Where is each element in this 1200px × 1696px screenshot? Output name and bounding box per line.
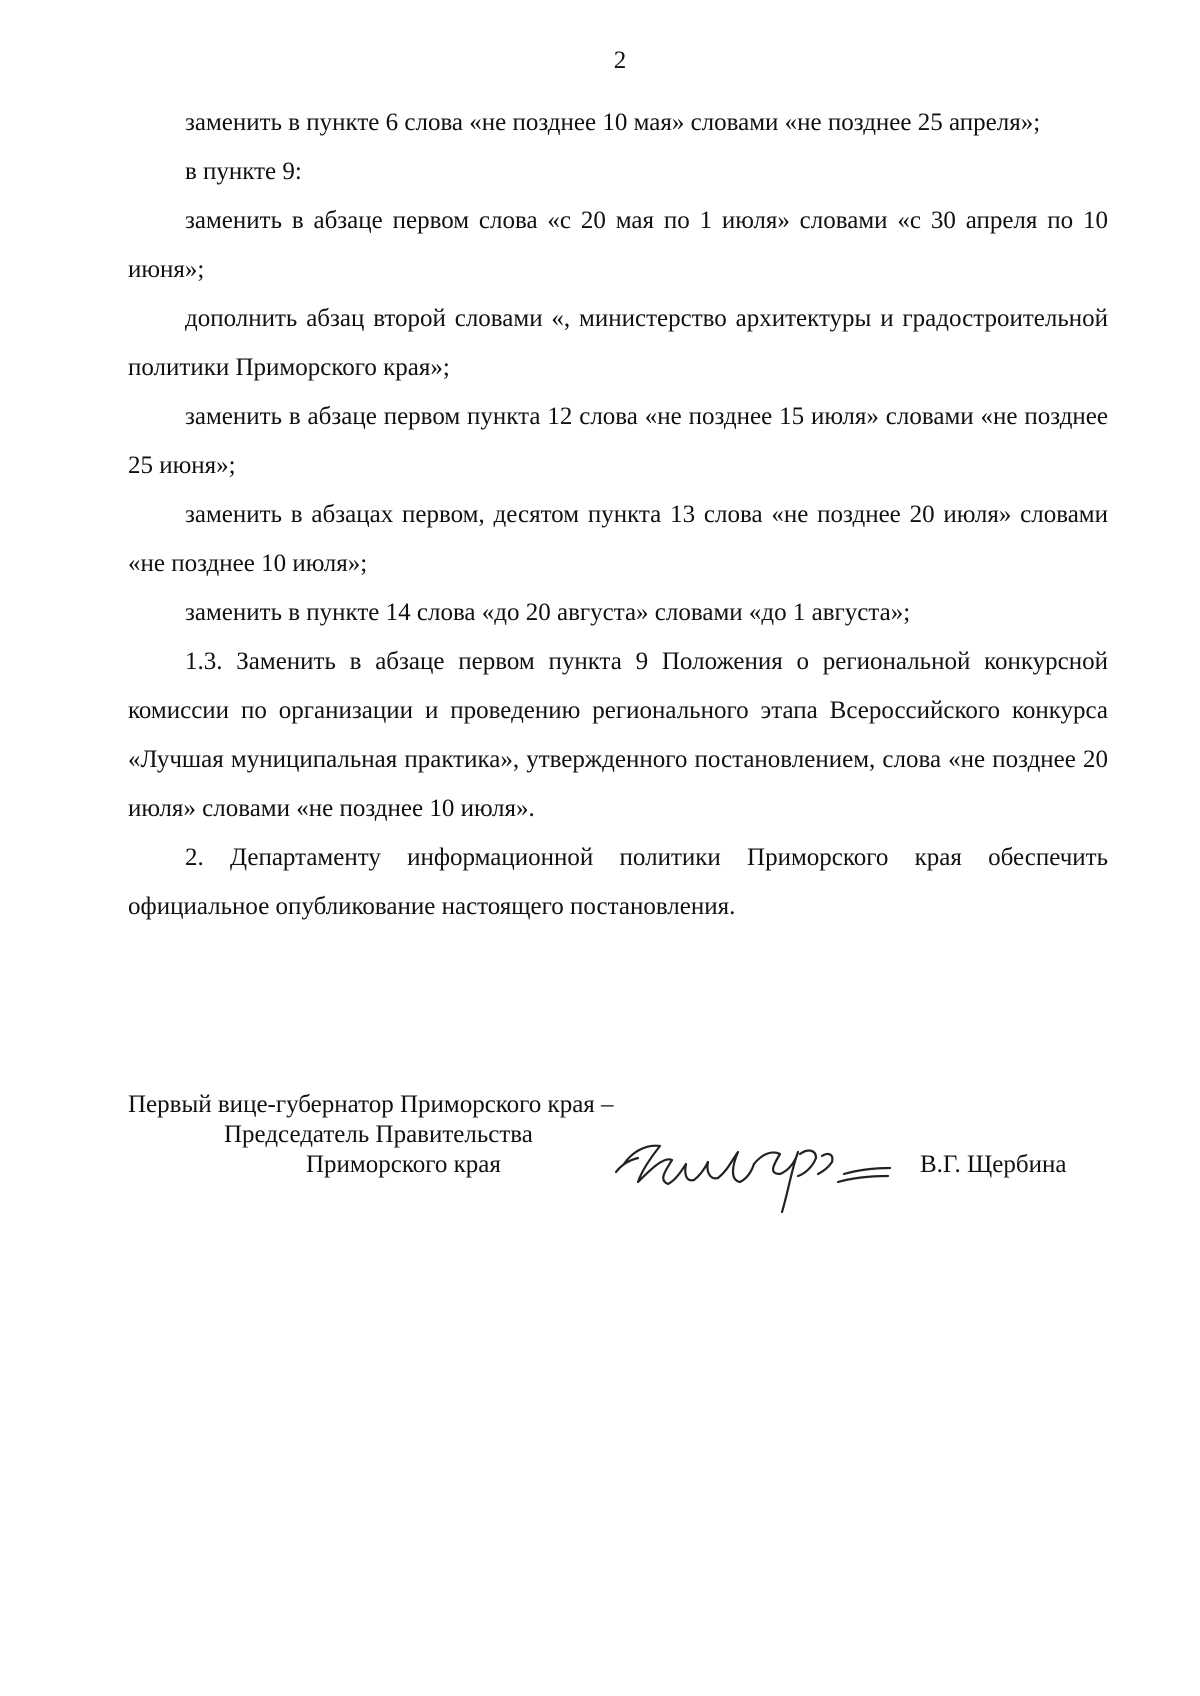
paragraph: 1.3. Заменить в абзаце первом пункта 9 Положения о региональной конкурсной комиссии по организации и проведению регионального этапа Всероссийского конкурса «Лучшая муниципальная практика», утвержденного постановлением, слова «не позднее 20 июля» словами «не позднее 10 июля».	[128, 648, 1108, 822]
document-body	[128, 98, 1108, 931]
paragraph: заменить в абзаце первом пункта 12 слова «не позднее 15 июля» словами «не позднее 25 июня»;	[128, 403, 1108, 479]
handwritten-signature	[612, 1108, 892, 1218]
position-line: Председатель Правительства	[224, 1121, 533, 1148]
paragraph: дополнить абзац второй словами «, министерство архитектуры и градостроительной политики Приморского края»;	[128, 305, 1108, 381]
signer-name: В.Г. Щербина	[920, 1151, 1067, 1178]
paragraph: заменить в абзацах первом, десятом пункта 13 слова «не позднее 20 июля» словами «не позднее 10 июля»;	[128, 501, 1108, 577]
paragraph: в пункте 9:	[185, 158, 302, 185]
paragraph: заменить в абзаце первом слова «с 20 мая по 1 июля» словами «с 30 апреля по 10 июня»;	[128, 207, 1108, 283]
position-line: Первый вице-губернатор Приморского края –	[128, 1091, 614, 1118]
page-number: 2	[613, 47, 627, 74]
paragraph: 2. Департаменту информационной политики Приморского края обеспечить официальное опубликование настоящего постановления.	[128, 844, 1108, 920]
paragraph: заменить в пункте 14 слова «до 20 августа» словами «до 1 августа»;	[185, 599, 911, 626]
position-line: Приморского края	[306, 1151, 501, 1178]
paragraph: заменить в пункте 6 слова «не позднее 10 мая» словами «не позднее 25 апреля»;	[185, 109, 1041, 136]
